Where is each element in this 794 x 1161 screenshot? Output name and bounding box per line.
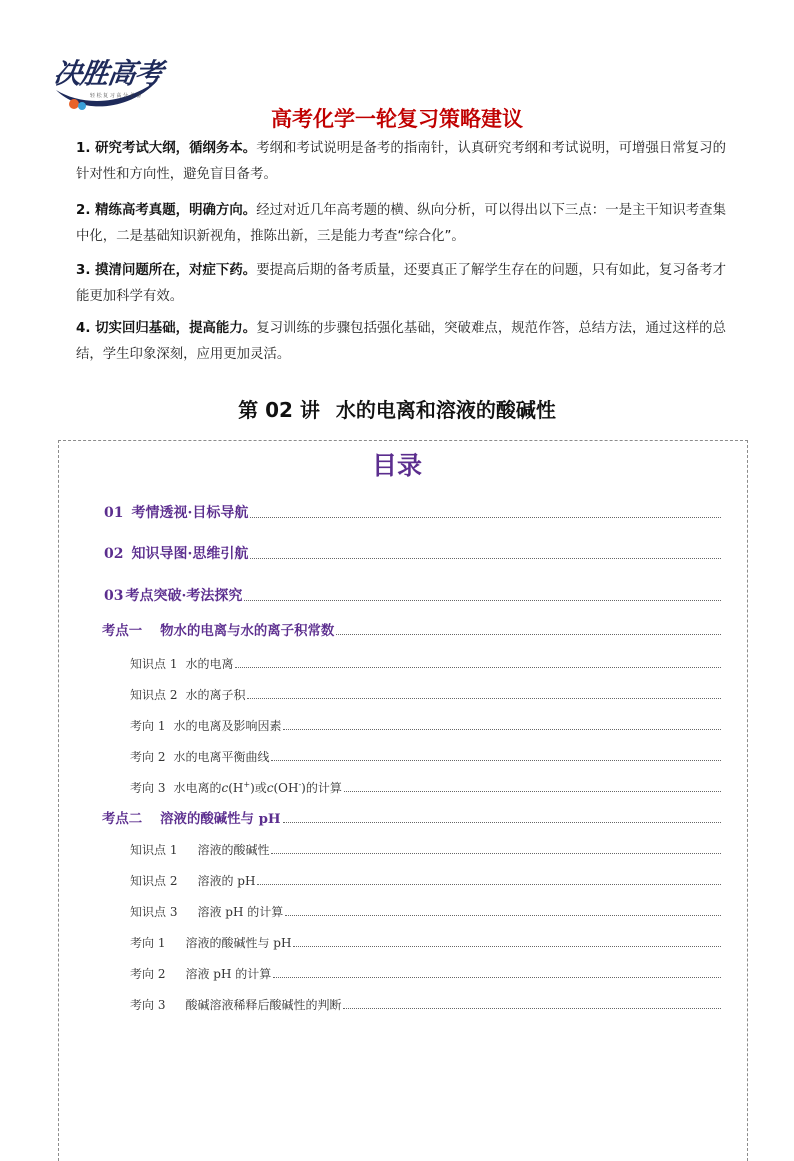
toc-item-title: 溶液的 pH bbox=[197, 874, 256, 888]
toc-leader bbox=[247, 697, 721, 699]
toc-item-title: 水的电离平衡曲线 bbox=[173, 750, 270, 764]
toc-item-title: 水的电离及影响因素 bbox=[173, 719, 282, 733]
toc-section-label: 考点突破·考法探究 bbox=[125, 588, 243, 604]
toc-item-title: 溶液 pH 的计算 bbox=[185, 967, 272, 981]
toc-item-zhishidian-2[interactable] bbox=[130, 686, 721, 703]
toc-item-h-charge: + bbox=[243, 780, 251, 789]
toc-title: 目录 bbox=[371, 451, 422, 480]
toc-leader bbox=[271, 759, 721, 761]
toc-item-head: 知识点 2 bbox=[130, 874, 178, 888]
paragraph-4-lead: 4. 切实回归基础，提高能力。 bbox=[76, 321, 257, 336]
toc-section-label: 考情透视·目标导航 bbox=[131, 505, 249, 521]
toc-kaodian-title: 物水的电离与水的离子积常数 bbox=[160, 623, 335, 639]
paragraph-4-text: 复习训练的步骤包括强化基础，突破难点，规范作答，总结方法，通过这样的总结，学生印象深刻，应用更加灵活。 bbox=[76, 321, 726, 362]
toc-item-kaoxiang-2[interactable] bbox=[130, 748, 721, 765]
doc-title: 高考化学一轮复习策略建议 bbox=[271, 107, 523, 131]
toc-leader bbox=[271, 852, 721, 854]
toc-section-02[interactable] bbox=[104, 543, 721, 563]
toc-item-head: 知识点 2 bbox=[130, 688, 178, 702]
toc-kaodian-2[interactable] bbox=[102, 808, 721, 827]
toc-item-kaoxiang-3[interactable] bbox=[130, 996, 721, 1013]
paragraph-3-lead: 3. 摸清问题所在，对症下药。 bbox=[76, 263, 257, 278]
toc-item-kaoxiang-1[interactable] bbox=[130, 717, 721, 734]
toc-leader bbox=[283, 728, 721, 730]
toc-item-title: 溶液 pH 的计算 bbox=[197, 905, 284, 919]
toc-item-c-symbol: c bbox=[221, 781, 229, 795]
toc-item-head: 考向 1 bbox=[130, 719, 166, 733]
toc-item-head: 知识点 3 bbox=[130, 905, 178, 919]
toc-item-zhishidian-1[interactable] bbox=[130, 841, 721, 858]
paragraph-3-text: 要提高后期的备考质量，还要真正了解学生存在的问题，只有如此，复习备考才能更加科学有效。 bbox=[76, 263, 726, 304]
toc-leader bbox=[283, 821, 721, 823]
toc-item-zhishidian-2[interactable] bbox=[130, 872, 721, 889]
toc-item-zhishidian-3[interactable] bbox=[130, 903, 721, 920]
toc-item-title: 溶液的酸碱性 bbox=[197, 843, 270, 857]
toc-kaodian-head: 考点一 bbox=[102, 623, 143, 639]
toc-leader bbox=[250, 557, 721, 559]
paragraph-1 bbox=[76, 136, 726, 188]
paragraph-3 bbox=[76, 258, 726, 310]
lecture-number: 第 02 讲 bbox=[238, 398, 320, 422]
toc-item-title: 酸碱溶液稀释后酸碱性的判断 bbox=[185, 998, 342, 1012]
toc-leader bbox=[344, 790, 721, 792]
paragraph-2-lead: 2. 精练高考真题，明确方向。 bbox=[76, 203, 257, 218]
toc-item-kaoxiang-2[interactable] bbox=[130, 965, 721, 982]
toc-item-head: 考向 2 bbox=[130, 750, 166, 764]
toc-item-zhishidian-1[interactable] bbox=[130, 655, 721, 672]
toc-item-h-ion: (H bbox=[228, 781, 244, 795]
toc-leader bbox=[343, 1007, 721, 1009]
toc-item-title-post: )的计算 bbox=[301, 781, 342, 795]
toc-kaodian-head: 考点二 bbox=[102, 811, 143, 827]
toc-item-title: 水的离子积 bbox=[185, 688, 246, 702]
toc-kaodian-1[interactable] bbox=[102, 620, 721, 639]
toc-item-title-pre: 水电离的 bbox=[173, 781, 222, 795]
toc-leader bbox=[293, 945, 721, 947]
toc-item-head: 知识点 1 bbox=[130, 843, 178, 857]
toc-leader bbox=[285, 914, 721, 916]
lecture-title bbox=[0, 394, 794, 423]
toc-section-number: 01 bbox=[104, 505, 124, 521]
toc-leader bbox=[244, 599, 721, 601]
paragraph-2-text: 经过对近几年高考题的横、纵向分析，可以得出以下三点：一是主干知识考查集中化，二是基础知识新视角，推陈出新，三是能力考查“综合化”。 bbox=[76, 203, 726, 244]
toc-leader bbox=[257, 883, 721, 885]
toc-item-oh-charge: - bbox=[298, 780, 302, 789]
toc-item-title: 水的电离 bbox=[185, 657, 234, 671]
paragraph-2 bbox=[76, 198, 726, 250]
toc-section-01[interactable] bbox=[104, 502, 721, 522]
logo-subtext: 轻 松 复 习 高 分 必 备 bbox=[90, 93, 142, 99]
toc-leader bbox=[250, 516, 721, 518]
toc-item-c-symbol: c bbox=[266, 781, 274, 795]
toc-item-head: 考向 3 bbox=[130, 998, 166, 1012]
toc-section-number: 03 bbox=[104, 588, 124, 604]
toc-section-label: 知识导图·思维引航 bbox=[131, 546, 249, 562]
toc-leader bbox=[273, 976, 721, 978]
lecture-name: 水的电离和溶液的酸碱性 bbox=[335, 398, 556, 422]
toc-item-kaoxiang-3[interactable] bbox=[130, 779, 721, 796]
paragraph-1-text: 考纲和考试说明是备考的指南针，认真研究考纲和考试说明，可增强日常复习的针对性和方向性，避免盲目备考。 bbox=[76, 141, 726, 182]
toc-item-title: 溶液的酸碱性与 pH bbox=[185, 936, 292, 950]
toc-item-head: 考向 2 bbox=[130, 967, 166, 981]
toc-item-kaoxiang-1[interactable] bbox=[130, 934, 721, 951]
toc-item-head: 考向 3 bbox=[130, 781, 166, 795]
toc-leader bbox=[336, 633, 721, 635]
toc-item-title-mid: )或 bbox=[250, 781, 267, 795]
toc-section-number: 02 bbox=[104, 546, 124, 562]
toc-section-03[interactable] bbox=[104, 585, 721, 605]
paragraph-1-lead: 1. 研究考试大纲，循纲务本。 bbox=[76, 141, 257, 156]
toc-leader bbox=[235, 666, 721, 668]
toc-item-head: 考向 1 bbox=[130, 936, 166, 950]
toc-kaodian-title: 溶液的酸碱性与 pH bbox=[160, 811, 281, 827]
logo-text: 决胜高考 bbox=[51, 57, 165, 90]
toc-item-head: 知识点 1 bbox=[130, 657, 178, 671]
toc-item-oh-ion: (OH bbox=[273, 781, 299, 795]
paragraph-4 bbox=[76, 316, 726, 368]
